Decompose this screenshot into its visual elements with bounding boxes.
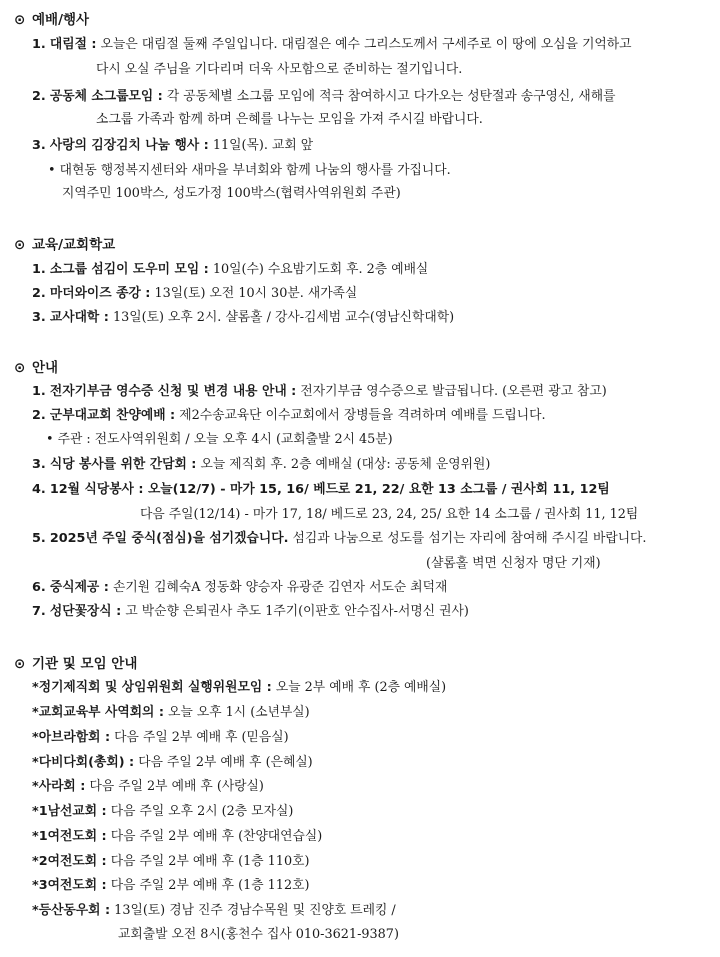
section-title-notice: ⊙ 안내 [14,360,59,376]
group-item-8: *2여전도회 : 다음 주일 2부 예배 후 (1층 110호) [32,854,310,869]
circle-dot-icon: ⊙ [14,656,26,672]
worship-item-2: 2. 공동체 소그룹모임 : 각 공동체별 소그룹 모임에 적극 참여하시고 다가오는 성탄절과 송구영신, 새해를 [32,89,616,104]
group-item-9: *3여전도회 : 다음 주일 2부 예배 후 (1층 112호) [32,878,310,893]
worship-item-1-cont: 다시 오실 주님을 기다리며 더욱 사모함으로 준비하는 절기입니다. [96,62,463,77]
group-item-10-cont: 교회출발 오전 8시(홍천수 집사 010-3621-9387) [118,927,399,942]
notice-item-7: 7. 성단꽃장식 : 고 박순향 은퇴권사 추도 1주기(이판호 안수집사-서명신 권사) [32,604,469,619]
section-title-worship: ⊙ 예배/행사 [14,12,90,28]
education-item-3: 3. 교사대학 : 13일(토) 오후 2시. 샬롬홀 / 강사-김세범 교수(영남신학대학) [32,310,455,325]
section-title-groups: ⊙ 기관 및 모임 안내 [14,656,138,672]
group-item-6: *1남선교회 : 다음 주일 오후 2시 (2층 모자실) [32,804,294,819]
worship-item-3-sub2: 지역주민 100박스, 성도가정 100박스(협력사역위원회 주관) [62,186,401,201]
worship-item-2-cont: 소그룹 가족과 함께 하며 은혜를 나누는 모임을 가져 주시길 바랍니다. [96,112,483,127]
education-item-1: 1. 소그룹 섬김이 도우미 모임 : 10일(수) 수요밤기도회 후. 2층 예배실 [32,262,429,277]
notice-item-4-cont: 다음 주일(12/14) - 마가 17, 18/ 베드로 23, 24, 25/ 요한 14 소그룹 / 권사회 11, 12팀 [140,507,639,522]
circle-dot-icon: ⊙ [14,237,26,253]
notice-item-5-cont: (샬롬홀 벽면 신청자 명단 기재) [426,556,601,571]
group-item-1: *정기제직회 및 상임위원회 실행위원모임 : 오늘 2부 예배 후 (2층 예배실) [32,680,447,695]
group-item-7: *1여전도회 : 다음 주일 2부 예배 후 (찬양대연습실) [32,829,323,844]
bullet-icon: • [46,432,54,447]
notice-item-6: 6. 중식제공 : 손기원 김혜숙A 정동화 양승자 유광준 김연자 서도순 최덕재 [32,580,448,595]
group-item-5: *사라회 : 다음 주일 2부 예배 후 (사랑실) [32,779,264,794]
group-item-4: *다비다회(총회) : 다음 주일 2부 예배 후 (은혜실) [32,755,313,770]
group-item-2: *교회교육부 사역회의 : 오늘 오후 1시 (소년부실) [32,705,310,720]
notice-item-2-sub: • 주관 : 전도사역위원회 / 오늘 오후 4시 (교회출발 2시 45분) [46,432,393,447]
worship-item-3-sub: • 대현동 행정복지센터와 새마을 부녀회와 함께 나눔의 행사를 가집니다. [48,163,451,178]
worship-item-1: 1. 대림절 : 오늘은 대림절 둘째 주일입니다. 대림절은 예수 그리스도께서 구세주로 이 땅에 오심을 기억하고 [32,37,632,52]
notice-item-2: 2. 군부대교회 찬양예배 : 제2수송교육단 이수교회에서 장병들을 격려하며 예배를 드립니다. [32,408,546,423]
notice-item-3: 3. 식당 봉사를 위한 간담회 : 오늘 제직회 후. 2층 예배실 (대상: 공동체 운영위원) [32,457,491,472]
circle-dot-icon: ⊙ [14,360,26,376]
worship-item-3: 3. 사랑의 김장김치 나눔 행사 : 11일(목). 교회 앞 [32,138,314,153]
group-item-10: *등산동우회 : 13일(토) 경남 진주 경남수목원 및 진양호 트레킹 / [32,903,396,918]
group-item-3: *아브라함회 : 다음 주일 2부 예배 후 (믿음실) [32,730,289,745]
notice-item-5: 5. 2025년 주일 중식(점심)을 섬기겠습니다. 섬김과 나눔으로 성도를 섬기는 자리에 참여해 주시길 바랍니다. [32,531,647,546]
notice-item-4: 4. 12월 식당봉사 : 오늘(12/7) - 마가 15, 16/ 베드로 21, 22/ 요한 13 소그룹 / 권사회 11, 12팀 [32,482,610,497]
circle-dot-icon: ⊙ [14,12,26,28]
education-item-2: 2. 마더와이즈 종강 : 13일(토) 오전 10시 30분. 새가족실 [32,286,358,301]
bullet-icon: • [48,163,56,178]
notice-item-1: 1. 전자기부금 영수증 신청 및 변경 내용 안내 : 전자기부금 영수증으로 발급됩니다. (오른편 광고 참고) [32,384,607,399]
section-title-education: ⊙ 교육/교회학교 [14,237,116,253]
